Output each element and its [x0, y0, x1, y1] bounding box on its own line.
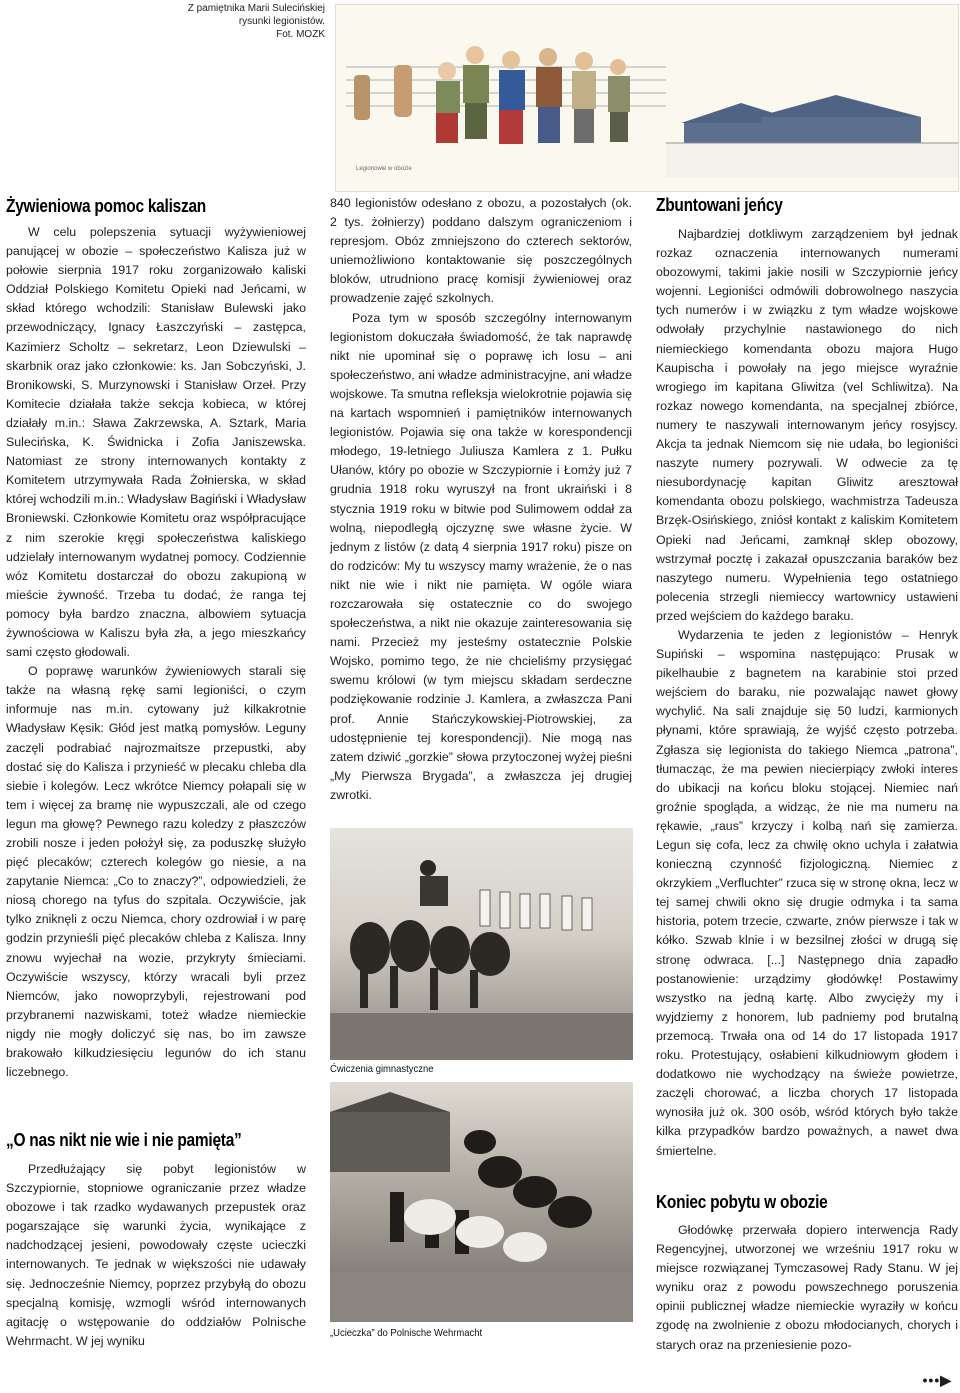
heading-end-of-stay: Koniec pobytu w obozie [656, 1192, 828, 1212]
gymnastics-caption: Ćwiczenia gimnastyczne [330, 1063, 434, 1075]
paragraph: 840 legionistów odesłano z obozu, a pozostałych (ok. 2 tys. żołnierzy) poddano dalszym ograniczeniom i represjom. Obóz zmniejszono do czterech sektorów, uniemożliwiono kontaktowanie się poszczególnych bloków, utrudniono pracę komisji żywieniowej oraz prowadzenie zajęć szkolnych. [330, 196, 632, 306]
paragraph: Głodówkę przerwała dopiero interwencja Rady Regencyjnej, utworzonej we wrześniu 1917 roku w miejsce rozwiązanej Tymczasowej Rady Stanu. W jej wyniku oraz z powodu powszechnego poruszenia opinii publicznej władze niemieckie wyraziły w końcu zgodę na zwolnienie z obozu młodocianych, chorych i starych oraz na przeniesienie pozo- [656, 1223, 958, 1352]
continue-arrow-icon: •••▶ [922, 1372, 952, 1388]
column-1-text [6, 223, 306, 1082]
gymnastics-photo [330, 828, 633, 1060]
heading-nobody-remembers: „O nas nikt nie wie i nie pamięta” [6, 1130, 242, 1150]
column-3-text [656, 225, 958, 1161]
column-1b-text [6, 1160, 306, 1351]
paragraph: Najbardziej dotkliwym zarządzeniem był jednak rozkaz oznaczenia internowanych numerami obozowymi, takimi jakie nosili w Szczypiornie jeńcy wojenni. Legioniści odmówili dobrowolnego naszycia tych numerów i w związku z tym władze wojskowe odwołały przychylnie nastawionego do nich niemieckiego komendanta obozu majora Hugo Kaupischa i powołały na jego miejsce wyraźnie wrogiego im kapitana Gliwitza (vel Schliwitza). Na rozkaz nowego komendanta, na specjalnej zbiórce, numery te naszywali internowanym jeńcy rosyjscy. Akcja ta jednak Niemcom się nie udała, bo legioniści naszyte numery pozrywali. W odwecie za tę niesubordynację kapitan Gliwitz aresztował komendanta obozu polskiego, wachmistrza Tadeusza Brzęk-Osińskiego, zniósł kontakt z kaliskim Komitetem Opieki nad Jeńcami, zamknął sklep obozowy, wstrzymał pocztę i zakazał opuszczania baraków bez naszytego numeru. Wypełnienia tego ostatniego polecenia strzegli niemieccy wartownicy ustawieni przed wejściem do każdego baraku. [656, 227, 958, 623]
svg-text:Legionowie w obozie: Legionowie w obozie [356, 166, 412, 172]
paragraph: Wydarzenia te jeden z legionistów – Henryk Supiński – wspomina następująco: Prusak w pikelhaubie z bagnetem na karabinie stoi przed wejściem do baraku, nie pozwalając nawet głowy wychylić. Na sali znajduje się 50 ludzi, karmionych płynami, które sprawiają, że wyjść często potrzeba. Zgłasza się legionista do takiego Niemca „patrona”, tłumacząc, że ma pewien niecierpiący zwłoki interes do ubikacji na końcu bloku stojącej. Niemiec nań groźnie spogląda, a widząc, że nie ma numeru na rękawie, „raus” krzyczy i kolbą nań się zamierza. Legun się cofa, lecz za chwilę okno uchyla i załatwia konieczną czynność fizjologiczną. Niemiec z okrzykiem „Verfluchter” rzuca się w stronę okna, lecz w tej samej chwili okno się drugie odmyka i ta sama historia, potem trzecie, czwarte, znów pierwsze i tak w kółko. Szwab klnie i w bezsilnej złości w drugą się stronę odwraca. [...] Następnego dnia zapadło postanowienie: urządzimy głodówkę! Postawimy wszystko na jedną kartę. Albo zwycięży my i wyjdziemy z honorem, lub padniemy pod brutalną przemocą. Trwała ona od 14 do 17 listopada 1917 roku. Protestujący, osłabieni kilkudniowym głodem i dodatkowo nie wychodzący na świeże powietrze, zaczęli chorować, a liczba chorych 17 listopada wynosiła już ok. 300 osób, wśród których było także kilka przypadków bardzo poważnych, a nawet dwa śmiertelne. [656, 627, 958, 1158]
watercolor-sketch-image [335, 4, 959, 192]
photo-credit: Z pamiętnika Marii Sulecińskiej rysunki legionistów. Fot. MOZK [187, 3, 325, 40]
column-3b-text [656, 1221, 958, 1355]
escape-photo [330, 1082, 633, 1322]
column-2-text [330, 194, 632, 805]
heading-rebellious-prisoners: Zbuntowani jeńcy [656, 195, 783, 215]
escape-caption: „Ucieczka” do Polnische Wehrmacht [330, 1327, 483, 1339]
paragraph: W celu polepszenia sytuacji wyżywieniowej panującej w obozie – społeczeństwo Kalisza już w połowie sierpnia 1917 roku zorganizowało kaliski Oddział Polskiego Komitetu Opieki nad Jeńcami, w skład którego wchodzili: Stanisław Bulewski jako przewodniczący, Ignacy Łaszczyński – zastępca, Kazimierz Scholtz – sekretarz, Leon Dziewulski – skarbnik oraz jako członkowie: ks. Jan Sobczyński, J. Bronikowski, S. Murzynowski i Stanisław Orzeł. Przy Komitecie działała także sekcja kobieca, w której działały m.in.: Sława Zakrzewska, A. Sztark, Maria Sulecińska, K. Świdnicka i Zofia Janiszewska. Natomiast ze strony internowanych kontakty z Komitetem utrzymywała Rada Żołnierska, w skład której wchodzili m.in.: Władysław Bagiński i Władysław Broniewski. Członkowie Komitetu oraz współpracujące z nim szerokie kręgi społeczeństwa kaliskiego udzielały internowanym wydatnej pomocy. Codziennie wóz Komitetu dostarczał do obozu zakupioną w mieście żywność. Trzeba tu dodać, że ranga tej pomocy była bardzo znaczna, albowiem sytuacja żywnościowa w Kaliszu była zła, a jego mieszkańcy sami często głodowali. [6, 225, 306, 660]
paragraph: O poprawę warunków żywieniowych starali się także na własną rękę sami legioniści, o czym informuje nas m.in. cytowany już kilkakrotnie Władysław Kęsik: Głód jest matką pomysłów. Leguny zaczęli podrabiać najrozmaitsze przepustki, aby dostać się do Kalisza i przynieść w plecaku chleba dla siebie i kolegów. Lecz wkrótce Niemcy połapali się w tem i więcej za bramę nie wypuszczali, ale od czego legun ma głowę? Pewnego razu koledzy z płaszczów zrobili nosze i jeden położył się, za poduszkę służyło pięć plecaków; czterech kolegów go niesie, a na zapytanie Niemca: „Co to znaczy?”, odpowiedzieli, że niosą chorego na tyfus do szpitala. Oczywiście, jak tylko zniknęli z oczu Niemca, chory ozdrowiał i w parę godzin przynieśli pięć plecaków chleba z Kalisza. Inny znowu wyjechał na wozie, przykryty śmieciami. Oczywiście wszyscy, którzy wracali byli przez Niemców, jako nowoprzybyli, rejestrowani pod przybranemi nazwiskami, toteż władze niemieckie nigdy nie mogły doliczyć się nas, bo im zawsze brakowało kilkudziesięciu legunów do ich stanu liczebnego. [6, 664, 306, 1080]
paragraph: Poza tym w sposób szczególny internowanym legionistom dokuczała świadomość, że tak naprawdę nikt nie upominał się o poprawę ich losu – ani społeczeństwo, ani władze administracyjne, ani władze wojskowe. Ta smutna refleksja wielokrotnie pojawia się na kartach wspomnień i pamiętników internowanych legionistów. Pojawia się ona także w korespondencji młodego, 19-letniego Juliusza Kamlera z 1. Pułku Ułanów, który po obozie w Szczypiornie i Łomży już 7 grudnia 1918 roku wyruszył na front ukraiński i 8 stycznia 1919 roku w bitwie pod Sulimowem oddał za wolną, niepodległą ojczyznę swe własne życie. W jednym z listów (z datą 4 sierpnia 1917 roku) pisze on do rodziców: My tu wszyscy mamy wrażenie, że o nas nikt nie wie i nikt nie pamięta. W ogóle wiara rozczarowała się ostatecznie co do swojego społeczeństwa, a nikt nie okazuje zainteresowania się nami. Przecież my jesteśmy ostatecznie Polskie Wojsko, pomimo tego, że nie chcieliśmy przysięgać swemu królowi (w tym miejscu składam serdeczne podziękowanie rodzinie J. Kamlera, a zwłaszcza Pani prof. Annie Stańczykowskiej-Piotrowskiej, za udostępnienie tej korespondencji). Nie mogą nas zatem dziwić „gorzkie” słowa przytoczonej wyżej pieśni „My Pierwsza Brygada”, a zwłaszcza jej drugiej zwrotki. [330, 310, 632, 802]
heading-food-aid: Żywieniowa pomoc kaliszan [6, 196, 207, 216]
paragraph: Przedłużający się pobyt legionistów w Szczypiornie, stopniowe ograniczanie przez władze obozowe i tak rzadko wydawanych przepustek oraz pogarszające się warunki życia, wynikające z nadchodzącej jesieni, powodowały częste ucieczki internowanych. Te jednak w większości nie udawały się. Jednocześnie Niemcy, poprzez przybyłą do obozu specjalną komisję, wzmogli wśród internowanych agitację o wstępowanie do oddziałów Polnische Wehrmacht. W jej wyniku [6, 1162, 306, 1348]
